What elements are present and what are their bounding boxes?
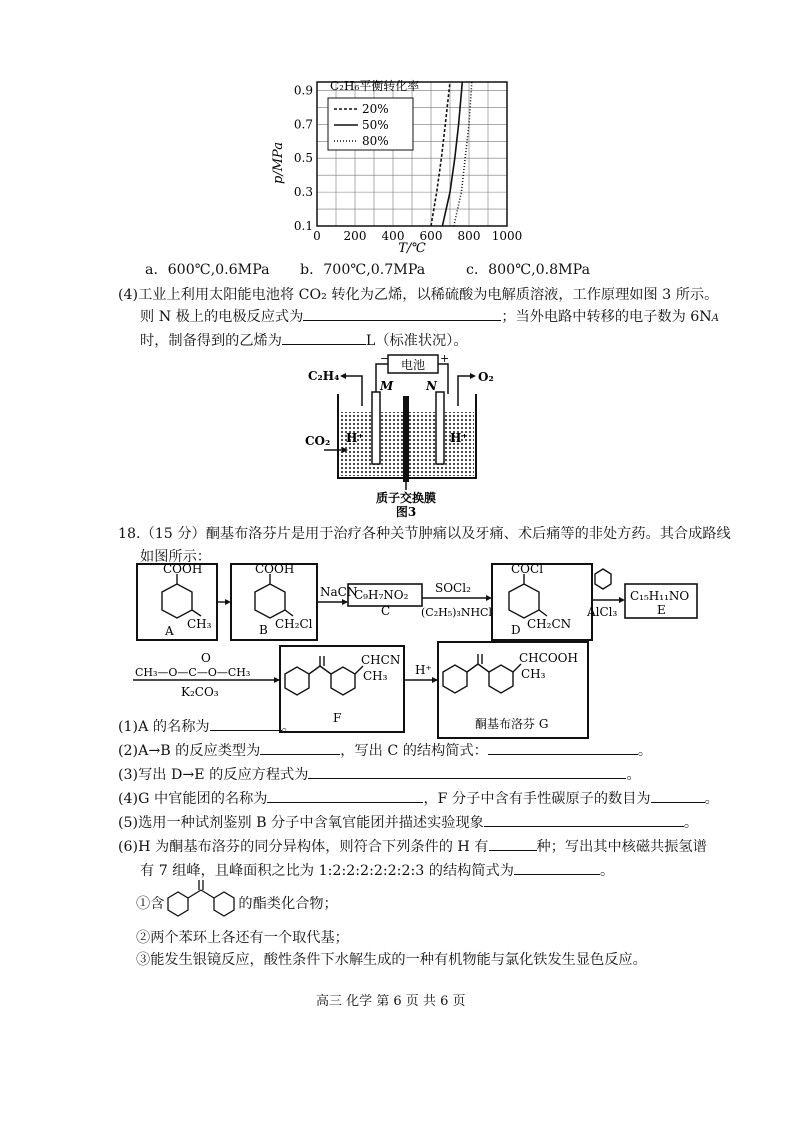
- q3-text: (3)写出 D→E 的反应方程式为: [118, 767, 309, 783]
- d-ch2cn: CH₂CN: [527, 617, 572, 631]
- x-tick-label: 600: [419, 229, 443, 243]
- reagent-dmc-o: O: [201, 651, 211, 665]
- q18-line1: 18.（15 分）酮基布洛芬片是用于治疗各种关节肿痛以及牙痛、术后痛等的非处方药。其合成路线: [118, 526, 731, 542]
- h-plus-right: H⁺: [450, 431, 468, 445]
- y-tick-label: 0.1: [293, 219, 313, 233]
- y-axis-label: p/MPa: [271, 142, 286, 184]
- co2-label: CO₂: [305, 434, 331, 448]
- a-ch3: CH₃: [187, 617, 212, 631]
- benzophenone-structure: [164, 876, 240, 920]
- q6-text: (6)H 为酮基布洛芬的同分异构体，则符合下列条件的 H 有: [118, 839, 489, 855]
- reagent-alcl3: AlCl₃: [587, 605, 618, 619]
- q18-line2: 如图所示：: [140, 549, 211, 565]
- series-line-50pct: [442, 82, 462, 226]
- reagent-nacn: NaCN: [320, 585, 358, 599]
- q4-na-sub: A: [711, 313, 719, 324]
- figure-caption: 图3: [395, 505, 417, 519]
- cond1-text-b: 的酯类化合物；: [238, 896, 338, 912]
- electrolysis-figure: [300, 350, 500, 520]
- q4b-text-b: ，F 分子中含有手性碳原子的数目为: [423, 791, 651, 807]
- reagent-socl2: SOCl₂: [435, 581, 471, 595]
- x-tick-label: 800: [457, 229, 481, 243]
- q2-type-blank[interactable]: [260, 740, 340, 755]
- a-label: A: [165, 624, 174, 638]
- chart-series: [431, 82, 472, 226]
- cond1-text-a: ①含: [136, 896, 165, 912]
- page-footer: 高三 化学 第 6 页 共 6 页: [316, 994, 466, 1009]
- membrane: [403, 396, 409, 482]
- b-label: B: [259, 623, 268, 637]
- q3-blank[interactable]: [308, 764, 626, 779]
- q3-end: 。: [626, 767, 641, 783]
- x-tick-label: 1000: [491, 229, 523, 243]
- y-tick-label: 0.3: [293, 185, 313, 200]
- e-label: E: [657, 603, 666, 617]
- battery-minus: −: [380, 352, 390, 365]
- question-2: [118, 740, 652, 760]
- question-6: [118, 836, 707, 856]
- q4-line2-a: 则 N 极上的电极反应式为: [140, 309, 304, 325]
- q4-line2: [140, 306, 719, 326]
- q6-end: 。: [599, 863, 615, 879]
- q4-line3: [140, 330, 468, 350]
- q5-end: 。: [683, 815, 699, 831]
- reagent-et3nhcl: (C₂H₅)₃NHCl: [421, 606, 492, 619]
- h-plus-left: H⁺: [346, 431, 364, 445]
- condition-2: ②两个苯环上各还有一个取代基；: [136, 930, 349, 946]
- c-label: C: [381, 604, 391, 618]
- electrode-m-label: M: [380, 379, 394, 393]
- a-cooh: COOH: [163, 562, 203, 576]
- q2-structure-blank[interactable]: [488, 740, 638, 755]
- reagent-h-plus: H⁺: [415, 663, 432, 677]
- reagent-dmc: CH₃—O—C—O—CH₃: [135, 666, 251, 679]
- q6-text-b: 种；写出其中核磁共振氢谱: [536, 839, 707, 855]
- c2h4-label: C₂H₄: [308, 369, 340, 383]
- q4-electrode-blank[interactable]: [303, 306, 501, 321]
- option-b: b．700℃,0.7MPa: [300, 262, 426, 278]
- f-ch3: CH₃: [363, 669, 388, 683]
- f-label: F: [333, 711, 342, 725]
- q4-line1: (4)工业上利用太阳能电池将 CO₂ 转化为乙烯，以稀硫酸为电解质溶液，工作原理如图 3 所示。: [118, 287, 719, 303]
- question-5: [118, 812, 698, 832]
- x-axis-label: T/℃: [398, 241, 426, 256]
- q4-line3-a: 时，制备得到的乙烯为: [140, 333, 282, 349]
- g-chcooh: CHCOOH: [519, 651, 578, 665]
- reagent-k2co3: K₂CO₃: [181, 685, 219, 699]
- f-chcn: CHCN: [361, 653, 401, 667]
- q4b-end: 。: [704, 791, 719, 807]
- option-c: c．800℃,0.8MPa: [466, 262, 591, 278]
- x-tick-label: 0: [313, 229, 321, 243]
- legend-title: C₂H₆平衡转化率: [330, 79, 420, 93]
- q4-line2-b: ；当外电路中转移的电子数为 6N: [501, 309, 712, 325]
- c-formula: C₉H₇NO₂: [354, 588, 409, 602]
- q6-structure-blank[interactable]: [514, 860, 600, 875]
- o2-label: O₂: [478, 370, 494, 384]
- g-ch3: CH₃: [521, 667, 546, 681]
- question-4: [118, 788, 719, 808]
- battery-plus: +: [440, 352, 450, 365]
- q1-end: 。: [281, 719, 296, 735]
- d-label: D: [511, 623, 521, 637]
- condition-3: ③能发生银镜反应，酸性条件下水解生成的一种有机物能与氯化铁发生显色反应。: [136, 952, 647, 968]
- q4-line3-b: L（标准状况）。: [365, 333, 468, 349]
- q4b-text: (4)G 中官能团的名称为: [118, 791, 268, 807]
- g-label: 酮基布洛芬 G: [475, 717, 549, 731]
- legend-entry: 80%: [362, 134, 389, 148]
- e-formula: C₁₅H₁₁NO: [630, 589, 690, 603]
- legend-entry: 20%: [362, 102, 389, 116]
- q4-volume-blank[interactable]: [282, 330, 366, 345]
- electrode-n-label: N: [426, 379, 437, 393]
- membrane-label: 质子交换膜: [375, 491, 437, 505]
- q2-text: (2)A→B 的反应类型为: [118, 743, 261, 759]
- q4-group-blank[interactable]: [267, 788, 423, 803]
- b-ch2cl: CH₂Cl: [275, 617, 313, 631]
- y-tick-label: 0.7: [293, 117, 313, 132]
- question-1: [118, 716, 296, 736]
- electrode-n: [436, 392, 444, 464]
- q6-count-blank[interactable]: [489, 836, 537, 851]
- q1-blank[interactable]: [210, 716, 282, 731]
- legend-entry: 50%: [362, 118, 389, 132]
- q5-blank[interactable]: [484, 812, 684, 827]
- x-tick-label: 200: [343, 229, 367, 243]
- electrode-m: [372, 392, 380, 464]
- x-tick-label: 400: [381, 229, 405, 243]
- y-tick-label: 0.5: [293, 151, 313, 166]
- q1-text: (1)A 的名称为: [118, 719, 210, 735]
- q4-chiral-blank[interactable]: [651, 788, 705, 803]
- q2-text-b: ，写出 C 的结构简式：: [340, 743, 488, 759]
- q2-end: 。: [637, 743, 653, 759]
- q6-text-c: 有 7 组峰，且峰面积之比为 1:2:2:2:2:2:2:3 的结构简式为: [140, 863, 514, 879]
- d-cocl: COCl: [511, 562, 544, 576]
- conversion-chart: [262, 68, 532, 258]
- battery-label: 电池: [400, 358, 426, 372]
- option-a: a．600℃,0.6MPa: [145, 262, 270, 278]
- q5-text: (5)选用一种试剂鉴别 B 分子中含氧官能团并描述实验现象: [118, 815, 484, 831]
- question-3: [118, 764, 641, 784]
- b-cooh: COOH: [255, 562, 295, 576]
- y-tick-label: 0.9: [293, 83, 313, 98]
